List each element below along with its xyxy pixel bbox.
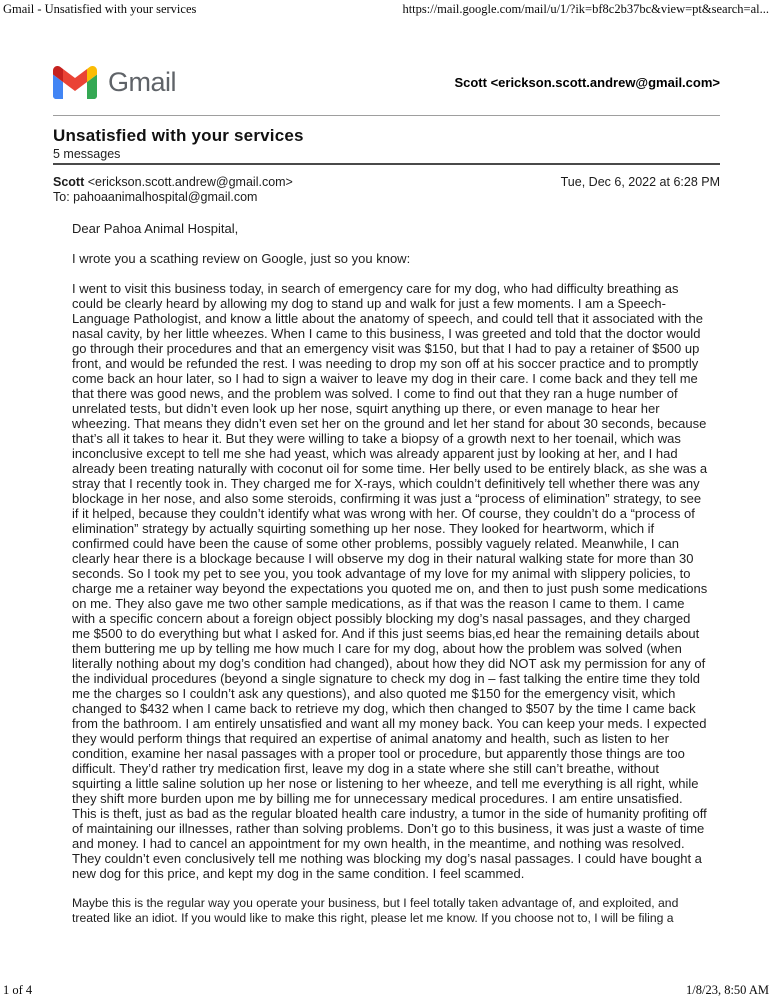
body-closing-paragraph: Maybe this is the regular way you operate your business, but I feel totally taken advantage of, and exploited, and treated like an idiot. If you would like to make this right, please let me know. If you choose not to, I will be filing a	[72, 896, 679, 925]
message-to: To: pahoaanimalhospital@gmail.com	[53, 190, 258, 204]
gmail-wordmark: Gmail	[108, 66, 177, 97]
message-meta-row	[53, 175, 720, 189]
account-identity: Scott <erickson.scott.andrew@gmail.com>	[454, 74, 720, 90]
subject-divider-top	[53, 115, 720, 116]
subject-divider-bottom	[53, 163, 720, 165]
print-footer	[3, 983, 769, 998]
print-url: https://mail.google.com/mail/u/1/?ik=bf8c2b37bc&view=pt&search=al...	[402, 2, 769, 16]
message-body	[72, 221, 708, 941]
print-page-indicator: 1 of 4	[3, 983, 33, 997]
print-document-title: Gmail - Unsatisfied with your services	[3, 2, 197, 16]
print-header	[3, 2, 769, 17]
body-main-paragraph: I went to visit this business today, in search of emergency care for my dog, who had difficulty breathing as could be clearly heard by allowing my dog to stand up and walk for just a few moments. I am a Speech-Language Pathologist, and know a little about the anatomy of speech, and could tell that it associated with the nasal cavity, by her little wheezes. When I came to this business, I was greeted and told that the doctor would go through their procedures and that an emergency visit was $150, but that I had to pay a retainer of $500 up front, and would be refunded the rest. I was needing to drop my son off at his soccer practice and to promptly come back an hour later, so I had to sign a waiver to leave my dog in their care. I come back and they tell me that there was good news, and the problem was solved. I come to find out that they ran a huge number of unrelated tests, but didn’t even look up her nose, squirt anything up there, or even manage to hear her wheezing. That means they didn’t even set her on the ground and let her stand for about 30 seconds, because that’s all it takes to hear it. But they were willing to take a biopsy of a growth next to her toenail, which was inconclusive except to tell me she had yeast, which was already apparent just by looking at her, and I had already been treating naturally with coconut oil for some time. Her belly used to be entirely black, as she was a stray that I recently took in. They charged me for X-rays, which couldn’t definitively tell whether there was any blockage in her nose, and also some steroids, confirming it was just a “process of elimination” strategy, to see if it helped, because they couldn’t identify what was wrong with her. Of course, they couldn’t do a “process of elimination” strategy by actually squirting something up her nose. They looked for heartworm, which if confirmed could have been the cause of some other problems, possibly vaguely related. Meanwhile, I can clearly hear there is a blockage because I will observe my dog in their natural walking state for more than 30 seconds. So I took my pet to see you, you took advantage of my love for my animal with slippery policies, to charge me a retainer way beyond the expectations you quoted me on, and then to just push some medications on me. They also gave me two other sample medications, as if that was the reason I came to them. I came with a specific concern about a foreign object possibly blocking my dog’s nasal passages, and they charged me $500 to do everything but what I asked for. And if this just seems bias,ed hear the remaining details about them buttering me up by telling me how much I care for my dog, about how the problem was solved (when literally nothing about my dog’s condition had changed), about how they did NOT ask my permission for any of the individual procedures (beyond a single signature to check my dog in – fast talking the entire time they told me the charges so I couldn’t ask any questions), and also quoted me $150 for the emergency visit, which changed to $432 when I came back to retrieve my dog, which then changed to $507 by the time I came back from the bathroom. I am entirely unsatisfied and want all my money back. You can keep your meds. I expected they would perform things that required an expertise of animal anatomy and health, such as listen to her condition, examine her nasal passages with a proper tool or procedure, but apparently those things are too difficult. They’d rather try medication first, leave my dog in a state where she still can’t breathe, without squirting a little saline solution up her nose or listening to her wheeze, and tell me everything is all right, while they shift more burden upon me by billing me for unnecessary medical procedures. I am entire unsatisfied. This is theft, just as bad as the regular bloated health care industry, a tumor in the side of humanity profiting off of maintaining our illnesses, rather than solving problems. Don’t go to this business, it was just a waste of time and money. I had to cancel an appointment for my own health, in the meantime, and nothing was resolved. They couldn’t even conclusively tell me nothing was blocking my dog’s nasal passages. I could have bought a new dog for this price, and kept my dog in the same condition. I feel scammed.	[72, 281, 708, 881]
message-count: 5 messages	[53, 147, 121, 161]
print-timestamp: 1/8/23, 8:50 AM	[686, 983, 769, 997]
message-from	[53, 175, 293, 189]
sender-email: <erickson.scott.andrew@gmail.com>	[84, 175, 293, 189]
body-intro: I wrote you a scathing review on Google, just so you know:	[72, 251, 411, 266]
header-bar	[53, 63, 720, 101]
gmail-logo-icon	[53, 66, 97, 99]
sender-name: Scott	[53, 175, 85, 189]
body-salutation: Dear Pahoa Animal Hospital,	[72, 221, 239, 236]
thread-subject: Unsatisfied with your services	[53, 126, 304, 145]
gmail-brand	[53, 66, 176, 99]
message-date: Tue, Dec 6, 2022 at 6:28 PM	[560, 175, 720, 189]
